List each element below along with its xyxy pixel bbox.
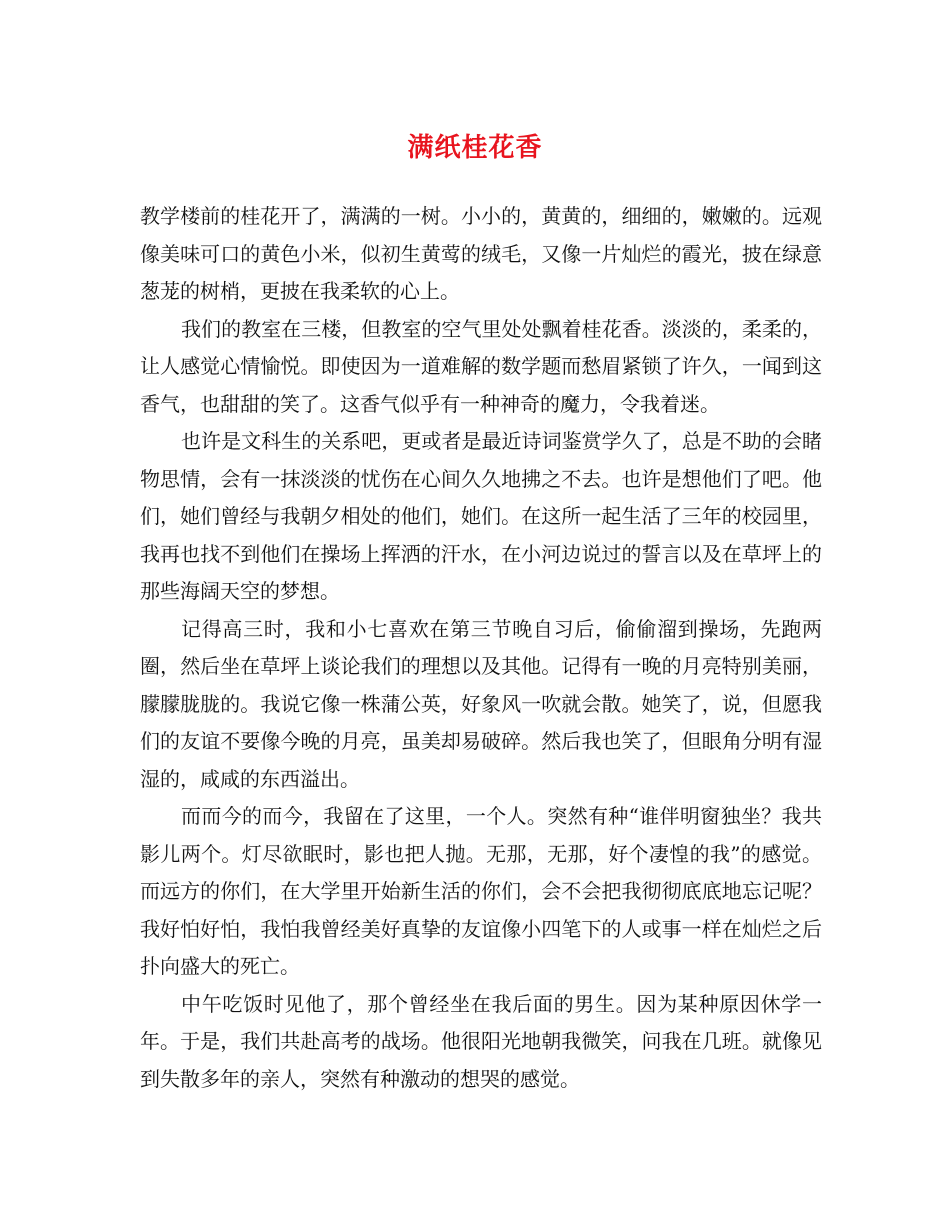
paragraph-5: 而而今的而今，我留在了这里，一个人。突然有种“谁伴明窗独坐？我共影儿两个。灯尽欲眠时，影也把人抛。无那，无那，好个凄惶的我”的感觉。而远方的你们，在大学里开始新生活的你们，会不会把我彻彻底底地忘记呢？我好怕好怕，我怕我曾经美好真挚的友谊像小四笔下的人或事一样在灿烂之后扑向盛大的死亡。 <box>140 804 822 978</box>
paragraph-3: 也许是文科生的关系吧，更或者是最近诗词鉴赏学久了，总是不助的会睹物思情，会有一抹淡淡的忧伤在心间久久地拂之不去。也许是想他们了吧。他们，她们曾经与我朝夕相处的他们，她们。在这所一起生活了三年的校园里，我再也找不到他们在操场上挥洒的汗水，在小河边说过的誓言以及在草坪上的那些海阔天空的梦想。 <box>140 429 822 603</box>
paragraph-1: 教学楼前的桂花开了，满满的一树。小小的，黄黄的，细细的，嫩嫩的。远观像美味可口的黄色小米，似初生黄莺的绒毛，又像一片灿烂的霞光，披在绿意葱茏的树梢，更披在我柔软的心上。 <box>140 204 822 303</box>
paragraph-6: 中午吃饭时见他了，那个曾经坐在我后面的男生。因为某种原因休学一年。于是，我们共赴高考的战场。他很阳光地朝我微笑，问我在几班。就像见到失散多年的亲人，突然有种激动的想哭的感觉。 <box>140 991 822 1091</box>
paragraph-4: 记得高三时，我和小七喜欢在第三节晚自习后，偷偷溜到操场，先跑两圈，然后坐在草坪上谈论我们的理想以及其他。记得有一晚的月亮特别美丽，朦朦胧胧的。我说它像一株蒲公英，好象风一吹就会散。她笑了，说，但愿我们的友谊不要像今晚的月亮，虽美却易破碎。然后我也笑了，但眼角分明有湿湿的，咸咸的东西溢出。 <box>140 616 822 791</box>
paragraph-2: 我们的教室在三楼，但教室的空气里处处飘着桂花香。淡淡的，柔柔的，让人感觉心情愉悦。即使因为一道难解的数学题而愁眉紧锁了许久，一闻到这香气，也甜甜的笑了。这香气似乎有一种神奇的魔力，令我着迷。 <box>140 316 822 416</box>
document-body <box>140 198 822 1098</box>
document-title: 满纸桂花香 <box>407 133 543 163</box>
